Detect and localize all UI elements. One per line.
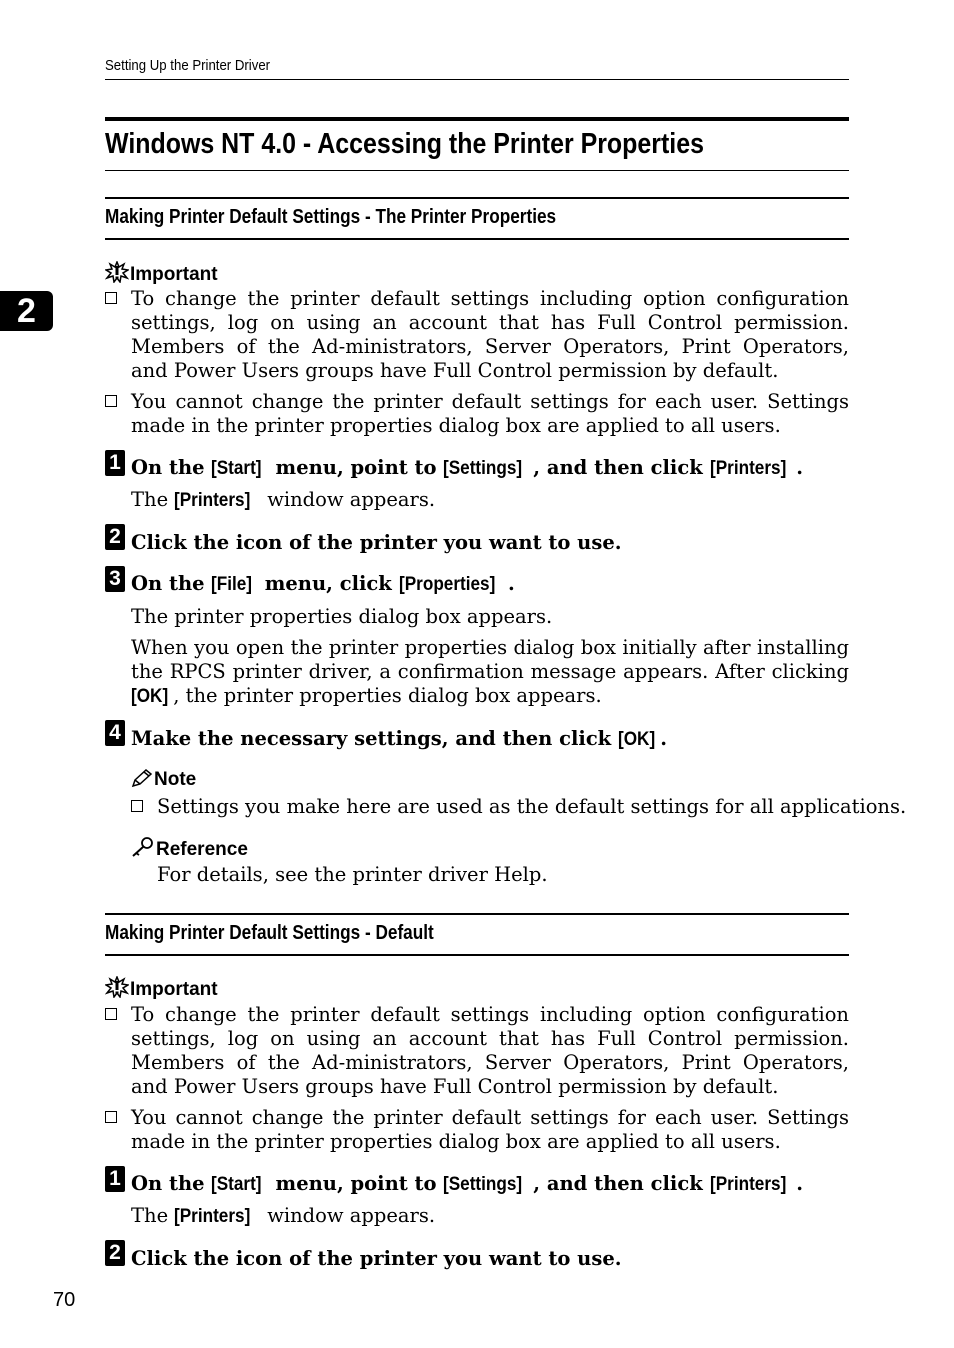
pencil-icon <box>131 768 153 794</box>
title-rule-top <box>105 117 849 121</box>
section2-step-number-1: 1 <box>105 1166 125 1192</box>
step-number-3: 3 <box>105 566 125 592</box>
step-number-2: 2 <box>105 524 125 550</box>
section2-rule-top <box>105 913 849 915</box>
section2-rule-bottom <box>105 954 849 956</box>
step-3-result-1: The printer properties dialog box appears. <box>131 605 553 628</box>
reference-label: Reference <box>131 836 248 864</box>
important-icon <box>105 976 129 1004</box>
step-number-1: 1 <box>105 450 125 476</box>
checkbox-bullet-icon <box>131 800 143 812</box>
section2-important-item-2: You cannot change the printer default settings for each user. Settings made in the printer properties dialog box are applied to all users. <box>105 1106 849 1154</box>
step-1-result: The [Printers] window appears. <box>131 488 436 511</box>
step-3-result-2: When you open the printer properties dialog box initially after installing the RPCS printer driver, a confirmation message appears. After clicking [OK] , the printer properties dialog box appears. <box>131 636 849 707</box>
section1-important-item-2: You cannot change the printer default settings for each user. Settings made in the printer properties dialog box are applied to all users. <box>105 390 849 438</box>
section2-step-1-text: On the [Start] menu, point to [Settings] , and then click [Printers] . <box>131 1172 803 1195</box>
checkbox-bullet-icon <box>105 1111 117 1123</box>
step-4-text: Make the necessary settings, and then click [OK] . <box>131 727 668 750</box>
step-number-4: 4 <box>105 720 125 746</box>
note-item: Settings you make here are used as the default settings for all applications. <box>131 795 849 819</box>
chapter-tab: 2 <box>0 291 53 331</box>
reference-text: For details, see the printer driver Help. <box>157 863 548 886</box>
section2-important-label: Important <box>105 976 218 1004</box>
section2-step-1-result: The [Printers] window appears. <box>131 1204 436 1227</box>
section2-heading: Making Printer Default Settings - Default <box>105 922 434 944</box>
step-2-text: Click the icon of the printer you want to use. <box>131 531 622 554</box>
header-rule <box>105 79 849 80</box>
section1-rule-bottom <box>105 238 849 240</box>
step-1-text: On the [Start] menu, point to [Settings] , and then click [Printers] . <box>131 456 803 479</box>
section1-important-label: Important <box>105 261 218 289</box>
checkbox-bullet-icon <box>105 292 117 304</box>
checkbox-bullet-icon <box>105 1008 117 1020</box>
page-number: 70 <box>53 1289 76 1311</box>
step-3-text: On the [File] menu, click [Properties] . <box>131 572 515 595</box>
section2-important-item-1: To change the printer default settings including option configuration settings, log on using an account that has Full Control permission. Members of the Ad-ministrators, Server Operators, Print Operators, and Power Users groups have Full Control permission by default. <box>105 1003 849 1099</box>
section2-step-2-text: Click the icon of the printer you want to use. <box>131 1247 622 1270</box>
important-icon <box>105 261 129 289</box>
running-header: Setting Up the Printer Driver <box>105 57 271 74</box>
checkbox-bullet-icon <box>105 395 117 407</box>
page-title: Windows NT 4.0 - Accessing the Printer Properties <box>105 128 704 160</box>
section1-important-item-1: To change the printer default settings including option configuration settings, log on using an account that has Full Control permission. Members of the Ad-ministrators, Server Operators, Print Operators, and Power Users groups have Full Control permission by default. <box>105 287 849 383</box>
section1-heading: Making Printer Default Settings - The Printer Properties <box>105 206 557 228</box>
key-icon <box>131 836 155 864</box>
section1-rule-top <box>105 197 849 199</box>
note-label: Note <box>131 768 196 794</box>
section2-step-number-2: 2 <box>105 1240 125 1266</box>
title-rule-bottom <box>105 170 849 171</box>
